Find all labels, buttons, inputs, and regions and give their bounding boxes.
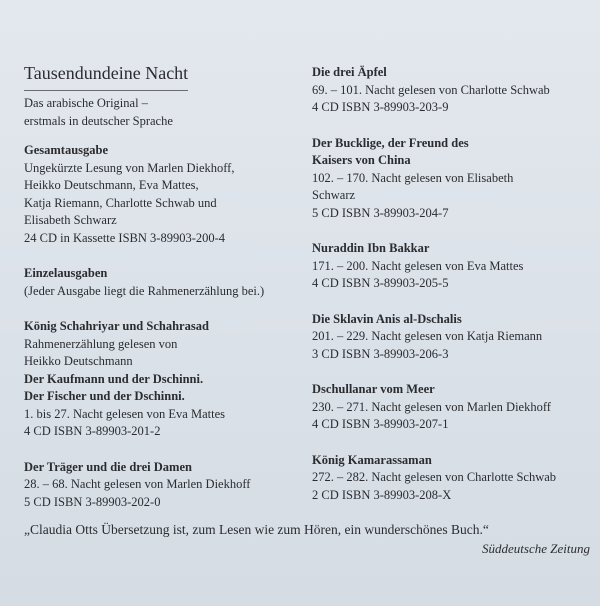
edition-isbn: 24 CD in Kassette ISBN 3-89903-200-4 — [24, 230, 226, 245]
edition-title: König Kamarassaman — [312, 452, 432, 467]
press-quote — [24, 520, 594, 558]
edition-title: Dschullanar vom Meer — [312, 382, 435, 396]
edition-isbn: 2 CD ISBN 3-89903-208-X — [312, 487, 452, 502]
edition-detail: 272. – 282. Nacht gelesen von Charlotte Schwab — [312, 470, 557, 484]
edition-title: Die drei Äpfel — [312, 65, 387, 79]
right-column — [312, 64, 592, 522]
edition-detail: 1. bis 27. Nacht gelesen von Eva Mattes — [24, 406, 225, 421]
edition-title: König Schahriyar und Schahrasad — [24, 319, 209, 333]
edition-title: Der Träger und die drei Damen — [24, 459, 192, 474]
section-note: (Jeder Ausgabe liegt die Rahmenerzählung bei.) — [24, 283, 265, 298]
edition-detail: 102. – 170. Nacht gelesen von Elisabeth — [312, 170, 514, 185]
edition-title: Der Bucklige, der Freund des — [312, 135, 469, 150]
edition-detail: 230. – 271. Nacht gelesen von Marlen Diekhoff — [312, 399, 551, 414]
single-editions-section — [24, 265, 299, 300]
edition-title: Nuraddin Ibn Bakkar — [312, 241, 430, 255]
section-heading: Einzelausgaben — [24, 266, 108, 280]
subtitle — [24, 95, 299, 130]
edition-isbn: 3 CD ISBN 3-89903-206-3 — [312, 346, 449, 361]
quote-source: Süddeutsche Zeitung — [482, 541, 590, 556]
page-title: Tausendundeine Nacht — [24, 62, 188, 91]
subtitle-line: erstmals in deutscher Sprache — [24, 113, 173, 128]
edition-item — [312, 311, 592, 364]
edition-detail: 69. – 101. Nacht gelesen von Charlotte Schwab — [312, 82, 550, 97]
edition-item — [312, 381, 592, 434]
edition-isbn: 5 CD ISBN 3-89903-202-0 — [24, 494, 161, 509]
edition-item — [312, 135, 592, 223]
section-heading: Gesamtausgabe — [24, 143, 109, 157]
edition-subtitle: Der Kaufmann und der Dschinni. — [24, 371, 204, 386]
left-column — [24, 62, 299, 511]
edition-isbn: 4 CD ISBN 3-89903-207-1 — [312, 417, 449, 431]
edition-detail: Schwarz — [312, 188, 356, 202]
edition-traeger — [24, 459, 299, 512]
edition-detail: 171. – 200. Nacht gelesen von Eva Mattes — [312, 258, 524, 273]
edition-isbn: 4 CD ISBN 3-89903-205-5 — [312, 276, 449, 290]
edition-line: Ungekürzte Lesung von Marlen Diekhoff, — [24, 160, 235, 175]
edition-line: Heikko Deutschmann, Eva Mattes, — [24, 178, 199, 192]
complete-edition-section — [24, 142, 299, 247]
edition-item — [312, 64, 592, 117]
edition-detail: 201. – 229. Nacht gelesen von Katja Riemann — [312, 329, 543, 343]
edition-title: Die Sklavin Anis al-Dschalis — [312, 311, 462, 326]
edition-item — [312, 452, 592, 505]
edition-isbn: 4 CD ISBN 3-89903-201-2 — [24, 424, 161, 438]
edition-detail: 28. – 68. Nacht gelesen von Marlen Diekhoff — [24, 477, 251, 491]
edition-schahriyar — [24, 318, 299, 441]
quote-text: „Claudia Otts Übersetzung ist, zum Lesen wie zum Hören, ein wunderschönes Buch.“ — [24, 522, 489, 537]
edition-item — [312, 240, 592, 293]
edition-title: Kaisers von China — [312, 153, 411, 167]
edition-line: Heikko Deutschmann — [24, 354, 133, 368]
edition-line: Rahmenerzählung gelesen von — [24, 336, 178, 351]
edition-isbn: 5 CD ISBN 3-89903-204-7 — [312, 205, 449, 220]
edition-line: Elisabeth Schwarz — [24, 213, 117, 227]
subtitle-line: Das arabische Original – — [24, 96, 148, 110]
edition-line: Katja Riemann, Charlotte Schwab und — [24, 195, 217, 210]
edition-subtitle: Der Fischer und der Dschinni. — [24, 389, 185, 403]
edition-isbn: 4 CD ISBN 3-89903-203-9 — [312, 100, 449, 114]
